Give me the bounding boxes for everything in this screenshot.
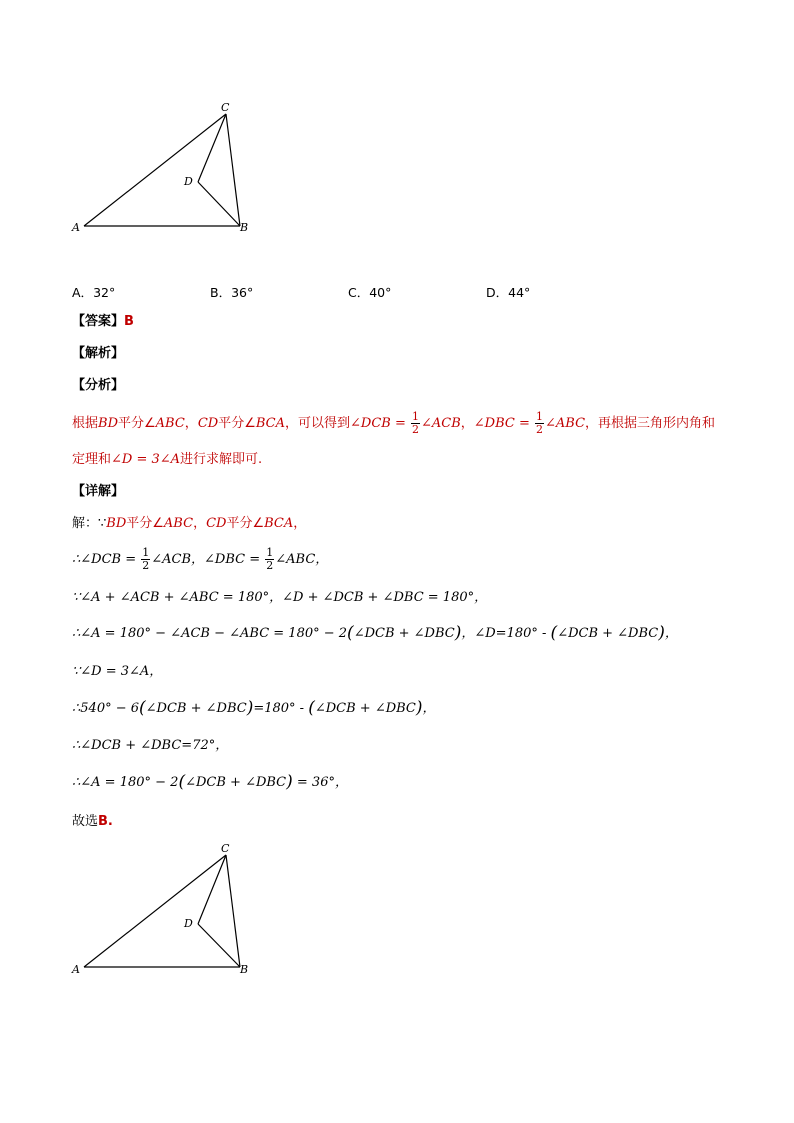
analysis-line-2: 定理和∠D = 3∠A进行求解即可. xyxy=(72,452,263,467)
fraction-half: $\frac{1}{2}$ xyxy=(266,546,274,572)
label-b: B xyxy=(240,963,249,976)
label-d: D xyxy=(184,917,193,930)
xiangjie-heading: 【详解】 xyxy=(72,484,125,499)
label-b: B xyxy=(240,221,249,234)
segment-cd xyxy=(198,114,226,182)
jiexi-heading: 【解析】 xyxy=(72,346,125,361)
option-a: A．32° xyxy=(72,285,116,300)
option-b: B．36° xyxy=(210,285,254,300)
step-7: ∴∠DCB + ∠DBC=72°， xyxy=(72,738,229,753)
fraction-half: $\frac{1}{2}$ xyxy=(536,410,543,436)
side-ac xyxy=(84,114,226,226)
triangle-diagram xyxy=(60,838,260,988)
label-d: D xyxy=(184,175,193,188)
segment-db xyxy=(198,924,240,967)
fraction-half: $\frac{1}{2}$ xyxy=(411,410,419,436)
answer-label: 【答案】 xyxy=(72,314,125,329)
side-cb xyxy=(226,855,240,967)
side-ac xyxy=(84,855,226,967)
triangle-diagram xyxy=(60,95,260,245)
answer-line xyxy=(72,312,134,332)
label-c: C xyxy=(221,842,230,855)
option-d: D．44° xyxy=(486,285,531,300)
side-cb xyxy=(226,114,240,226)
option-c: C．40° xyxy=(348,285,392,300)
segment-db xyxy=(198,182,240,226)
step-3: ∵∠A + ∠ACB + ∠ABC = 180°，∠D + ∠DCB + ∠DBC = 180°， xyxy=(72,590,488,605)
label-c: C xyxy=(221,101,230,114)
step-6: ∴540° − 6(∠DCB + ∠DBC)=180° - (∠DCB + ∠DBC)， xyxy=(72,698,436,718)
triangle-figure-top xyxy=(60,95,260,245)
step-5: ∵∠D = 3∠A， xyxy=(72,664,163,679)
label-a: A xyxy=(72,221,80,234)
answer-value: B xyxy=(124,314,134,329)
fenxi-heading: 【分析】 xyxy=(72,378,125,393)
triangle-figure-bottom xyxy=(60,838,260,988)
analysis-line-1: 根据BD平分∠ABC，CD平分∠BCA，可以得到∠DCB = $\frac{1}{2}$ ∠ACB，∠DBC = $\frac{1}{2}$ ∠ABC，再根据三角形内角和 xyxy=(72,410,716,436)
step-2: ∴∠DCB = $\frac{1}{2}$ ∠ACB，∠DBC = $\frac{1}{2}$ ∠ABC， xyxy=(72,546,329,572)
step-8: ∴∠A = 180° − 2(∠DCB + ∠DBC) = 36°， xyxy=(72,772,348,792)
step-1: 解：∵BD平分∠ABC，CD平分∠BCA， xyxy=(72,516,307,531)
step-4: ∴∠A = 180° − ∠ACB − ∠ABC = 180° − 2(∠DCB + ∠DBC)，∠D=180° - (∠DCB + ∠DBC)， xyxy=(72,623,678,643)
label-a: A xyxy=(72,963,80,976)
fraction-half: $\frac{1}{2}$ xyxy=(142,546,150,572)
step-9: 故选B. xyxy=(72,814,113,829)
